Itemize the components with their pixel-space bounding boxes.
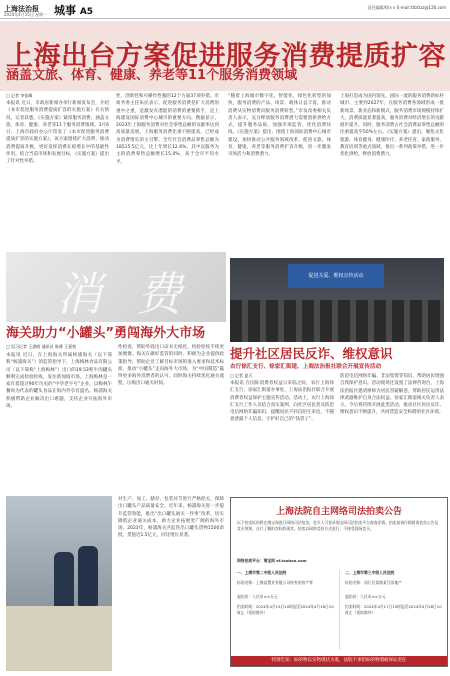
paper-logo: 上海法治报 [4,4,39,13]
photo-char-2: 费 [136,267,182,321]
notice-divider [339,570,340,650]
section-number: A5 [79,7,94,17]
notice-left-time: 拍卖时间：2024年4月15日10时起至2024年4月16日10时止（延时除外） [237,604,334,615]
event-banner: 促进关爱、维权宣传活动 [288,264,384,288]
notice-right-time: 拍卖时间：2024年4月17日10时起至2024年4月18日10时止（延时除外） [345,604,442,615]
photo-char-1: 消 [56,267,102,321]
customs-column-3: 对生产、加工、储存、包装环节进行严格把关，保障出口罐头产品质量安全。近年来，杨浦海关进一步提升监管效能，推出“出口罐头通关一件事”改革，切实降低企业通关成本，助力企业拓展更广阔的海外市场。2023年，杨浦海关共监管出口罐头货物1500余批，货值近1.5亿元，同比增长显著。 [118,497,224,539]
consumer-photo [6,252,226,322]
customs-column-2: 性检查，帮助外商出口证书无纸化，检验检疫手续更加便捷。海关在做好监管的同时，积极为企业提供政策指导，帮助企业了解目标市场的准入要求和技术标准，推动“小罐头”走向海外大市场，为“中国制造”赢得更多海外消费者的认可。同时海关持续优化通关流程，压缩出口通关时间。 [118,345,224,387]
lead-column-1: 本报讯 近日，市政府新闻办举行新闻发布会，介绍《本市促进服务消费提质扩容的实施方案》有关情况。记者获悉，《实施方案》紧扣服务消费，涵盖文旅、体育、健康、养老等11个服务消费领域。3月6日，上海市政府办公厅印发了《本市促进服务消费提质扩容的实施方案》，该方案围绕扩大消费，推动消费提质升级，更好发挥消费在稳增长中的基础性作用。结合当前市场和发展目标，《实施方案》提出了针对性举措。 [6,101,109,165]
notice-right-price: 起拍价：人民币××万元 [345,594,386,599]
customs-column-1: 本报讯 近日，在上海海关所属杨浦海关（以下简称“杨浦海关”）的监管指导下，上海梅林食品有限公司（以下简称“上海梅林”）出口的19.53吨牛肉罐头顺利完成检验检疫，发往新加坡市场。上海梅林是一家有着超过90年历史的“中华老字号”企业，以梅林午餐肉为代表的罐头食品在海内外享有盛名。杨浦海关积极帮助企业解决出口难题，支持企业开拓海外市场。 [6,353,112,410]
lead-subheadline: 涵盖文旅、体育、健康、养老等11个服务消费领域 [6,68,298,83]
officer-figure-1 [54,552,74,608]
rights-subheadline: 农行徐汇支行、徐家汇街道、上海法治报社联合开展宣传活动 [230,364,382,370]
lead-column-3: “随着上海城市数字化、智能化、绿色化转型的加快，服务消费的产品、场景、载体日益丰富，推动消费从实物消费向服务消费转型。”市发改委相关负责人表示，充分释放服务消费潜力需要创新供给方式，提升服务品质，加强市场监管，优化消费环境。《实施方案》提出，围绕上海国际消费中心城市建设，加快推动公共服务领域改革，促进文旅、体育、健康、养老等服务消费扩容升级，进一步激发市场活力和消费潜力。 [228,94,331,158]
notice-footer: 特别告知：标的物以实物现状为准，法院不承担标的物瑕疵保证责任 [231,656,447,666]
notice-right-item: 标的名称：闵行区某路某号房地产 [345,580,402,585]
rights-column-2: 防范电信网络诈骗、非法集资等知识，帮助居民增强自我保护意识。活动现场还设置了法律咨询台，上海法治报社邀请律师为居民答疑解惑，帮助居民运用法律武器维护自身合法权益。徐家汇街道相关负责人表示，今后将持续开展此类活动，推动社区居民反诈、维权意识不断提升，共同营造安全和谐的社区环境。 [340,374,444,416]
rights-headline: 提升社区居民反诈、维权意识 [230,346,393,361]
customs-officers-photo [6,496,112,671]
customs-headline: 海关助力“小罐头”勇闯海外大市场 [6,326,206,341]
lead-byline: □ 记者 李佳峰 [6,93,33,98]
audience [230,300,444,342]
auction-notice [230,497,448,667]
community-event-photo [230,258,444,342]
notice-platform: 网络拍卖平台：淘宝网 sf.taobao.com [237,558,307,563]
notice-right-court: 二、上海市第三中级人民法院 [345,570,395,575]
section-label [54,2,93,18]
masthead [0,0,450,19]
section-name: 城事 [54,4,76,17]
cargo-sacks [6,606,112,671]
lead-column-4: 上海打造成为国内领先、国际一流的服务消费新标杆城市。主要到2027年，在服务消费各领域形成一批新场景、新业态和新模式，服务消费市场规模持续扩大，消费质量显著提高，服务消费对经济增长的贡献稳步提升。同时，服务消费占社会消费品零售总额的比重提高至50%左右。《实施方案》提出，聚焦文化旅游、体育健身、健康医疗、养老托育、家政服务、教育培训等重点领域，推出一系列政策举措，进一步优化供给，释放消费潜力。 [340,94,444,158]
lead-headline: 上海出台方案促进服务消费提质扩容 [6,41,446,72]
notice-intro: 以下拍卖标的将在淘宝网进行网络司法拍卖，竞买人可登录淘宝网司法拍卖平台查询详情。拍卖前请仔细阅读拍卖公告及竞买须知，自行了解拍卖标的现状。拍卖以网络竞价方式进行，不接受现场竞买。 [237,520,439,531]
editor-info: 责任编辑/徐×× E-mail:fzbfzzz@126.com [367,5,446,10]
issue-date: 2024年4月15日 星期一 [4,12,48,17]
lead-column-2: 性、创新性和可操作性强的12个方面37项举措。市商务委主任朱民表示，促进服务消费是扩大消费的重中之重，是激发有潜能的消费的重要抓手，是上海建设国际消费中心城市的重要方向。数据显示，2023年上海服务消费对社会零售总额的贡献率达到高质量发展。上海服务消费比重不断提高，已经成为消费增长的主引擎。全年社会消费品零售总额为18515.5亿元，比上年增长12.6%，其中以服务为主的消费零售总额增长15.4%，高于全市平均水平。 [116,94,219,165]
notice-title: 上海法院自主网络司法拍卖公告 [275,507,402,517]
officer-figure-2 [78,546,98,606]
notice-left-court: 一、上海市第二中级人民法院 [237,570,287,575]
rights-byline: □ 记者 夏天 [230,373,253,378]
notice-left-item: 标的名称：上海某置业有限公司持有的房产等 [237,580,313,585]
rights-column-1: 本报讯 在国际消费者权益日来临之际，农行上海徐汇支行、徐家汇街道办事处、上海法治报社联合开展消费者权益保护主题宣传活动。活动上，农行上海徐汇支行工作人员结合真实案例，向社区居民普及防范电信网络诈骗知识，提醒居民不轻信陌生来电，不随意泄露个人信息，守护好自己的“钱袋子”。 [230,381,334,423]
notice-left-price: 起拍价：人民币××万元 [237,594,278,599]
customs-byline: □ 见习记者 王湛皓 通讯员 陈赟 王嘉悦 [6,344,77,349]
